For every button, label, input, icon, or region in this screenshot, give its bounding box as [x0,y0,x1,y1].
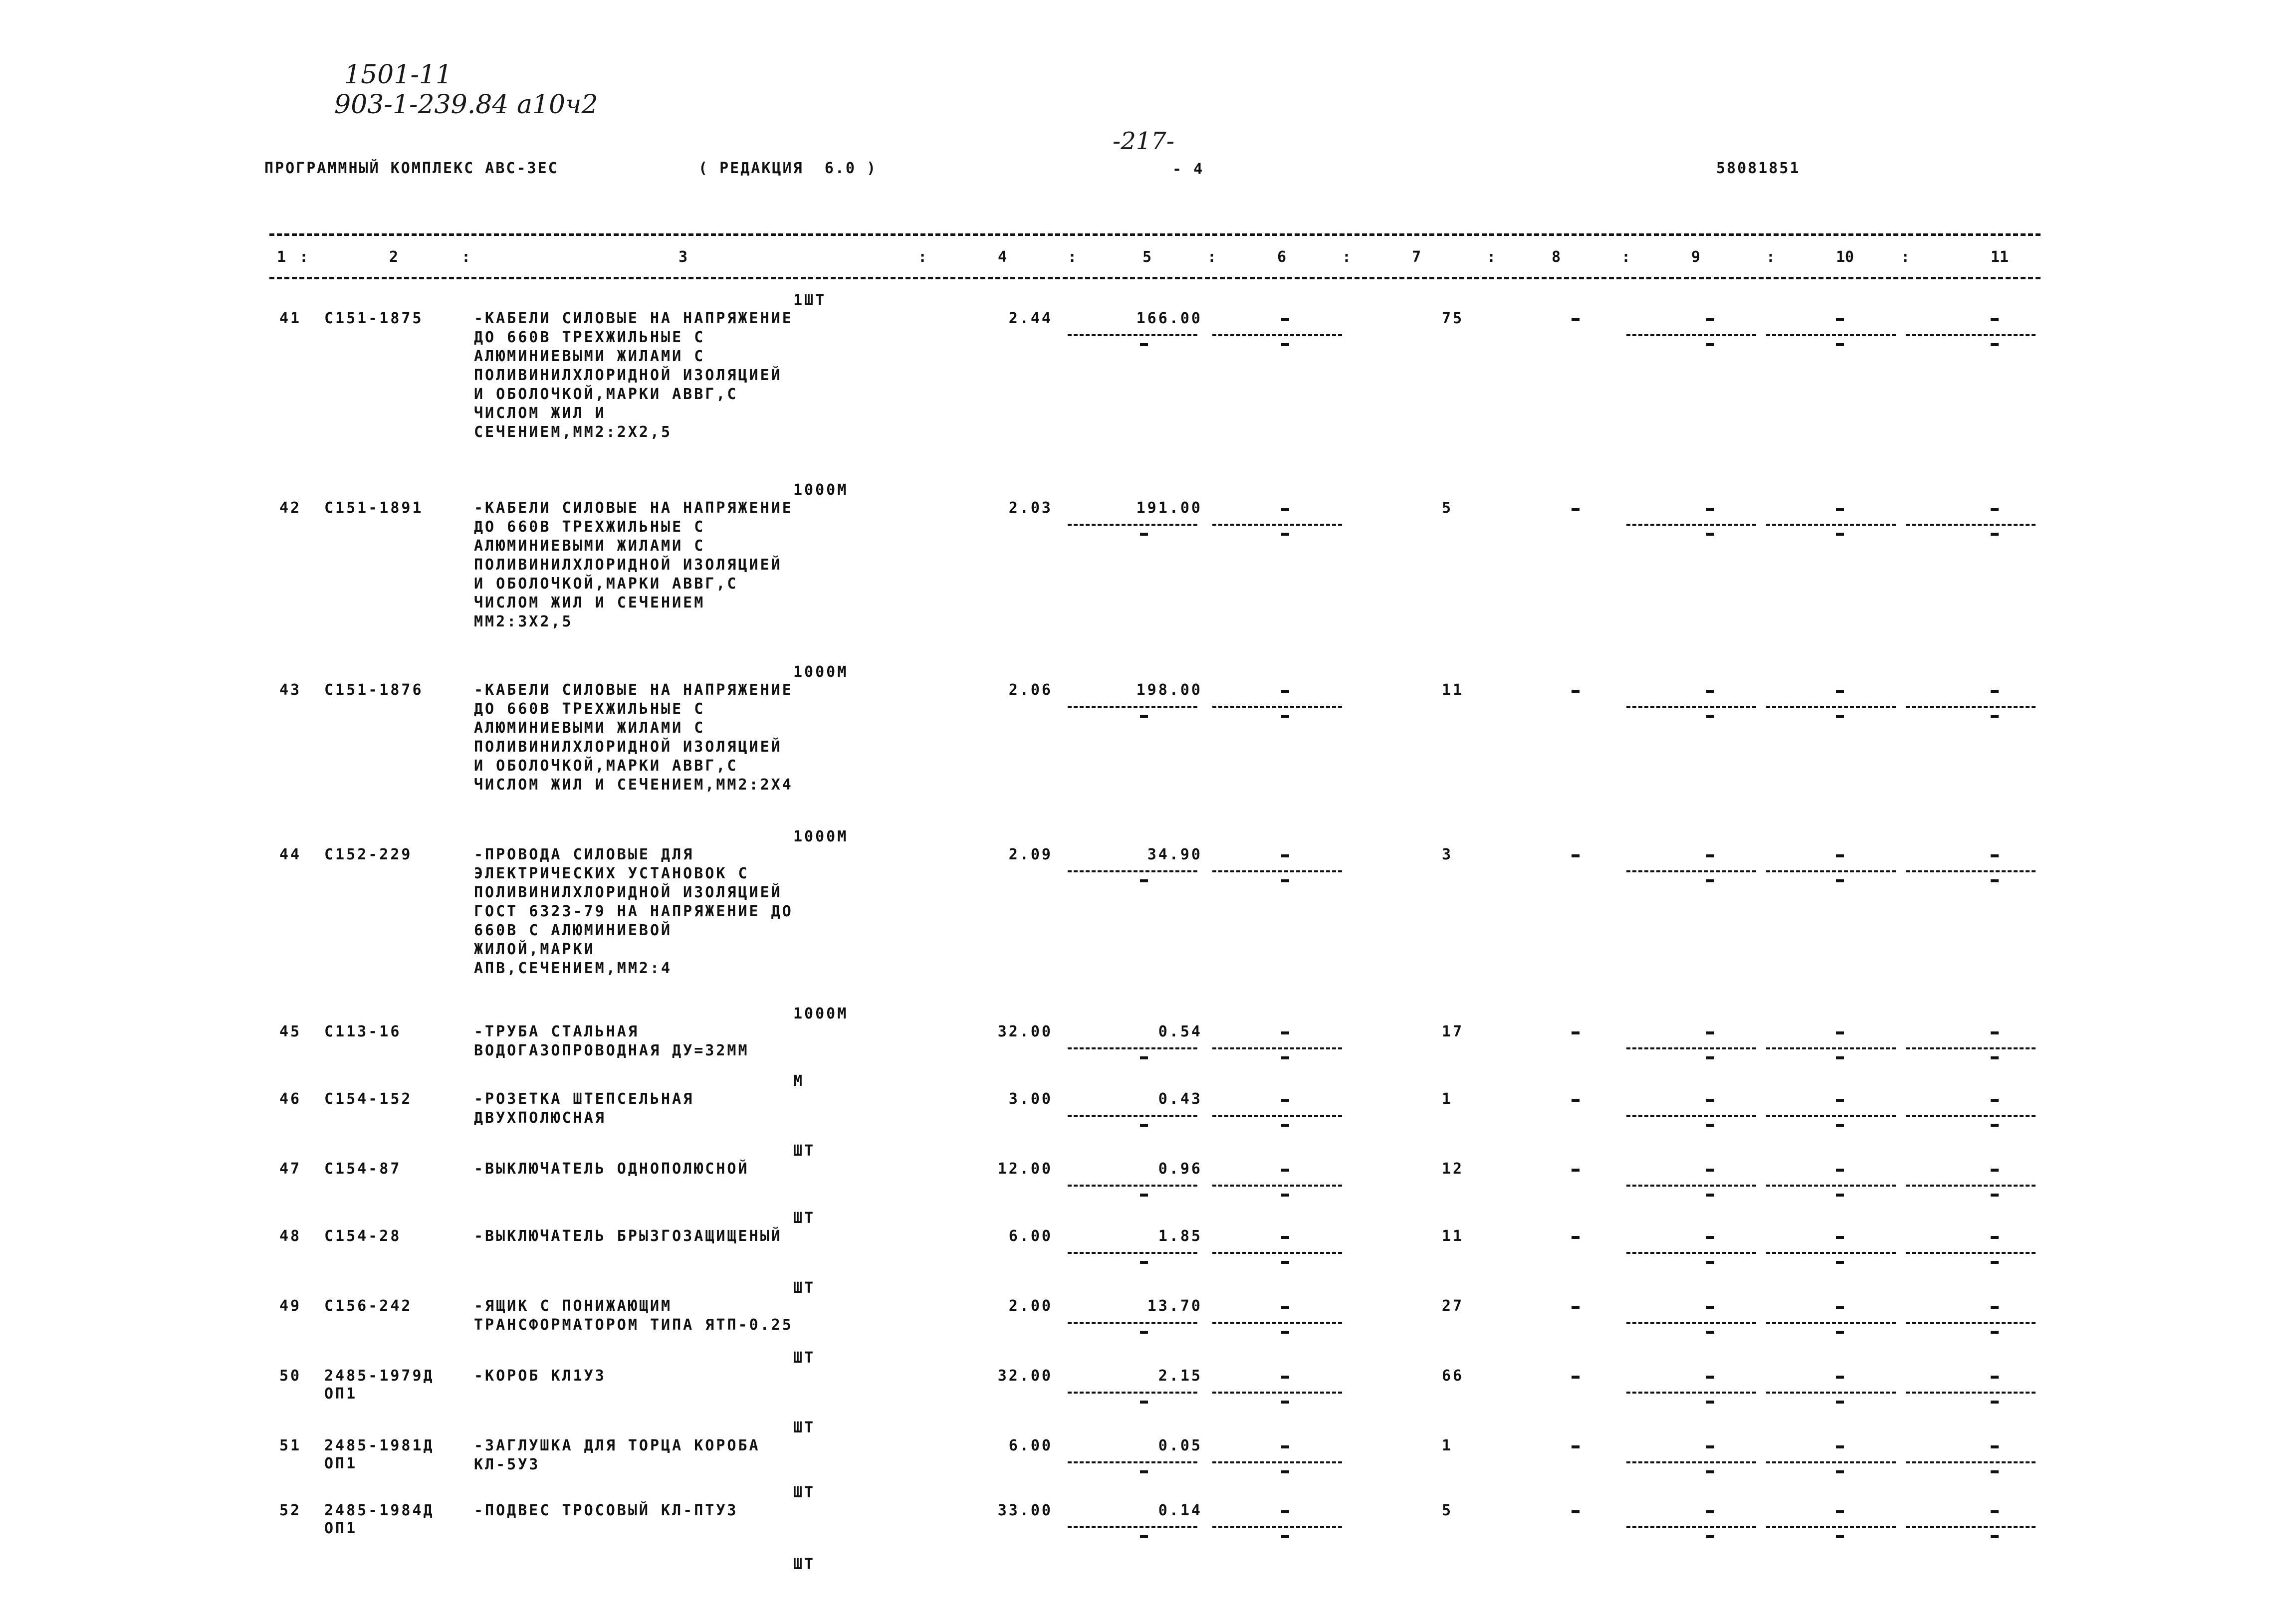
column-header-8: 8 [1552,248,1561,266]
row-description: -ПОДВЕС ТРОСОВЫЙ КЛ-ПТУ3 [474,1502,738,1519]
dash-col11 [1991,854,1999,857]
column-separator: : [1207,248,1217,266]
subtotal-rule-col11 [1906,706,2036,708]
dash-col9 [1706,318,1714,321]
dash-col10 [1836,508,1844,511]
row-quantity: 32.00 [997,1023,1053,1040]
subtotal-rule-col10 [1766,1392,1896,1394]
row-code: С154-152 [324,1090,413,1108]
subtotal-rule-col10 [1766,524,1896,526]
row-unit: М [793,1072,805,1090]
dash-sub-col6 [1281,1401,1289,1404]
dash-col9 [1706,1031,1714,1034]
dash-col8 [1572,1510,1580,1513]
edition-label: ( РЕДАКЦИЯ 6.0 ) [698,160,878,177]
subtotal-rule-col5 [1068,1047,1197,1049]
subtotal-rule-col9 [1626,524,1756,526]
subtotal-rule-col10 [1766,1185,1896,1187]
row-code: С156-242 [324,1297,413,1315]
dash-col10 [1836,1236,1844,1239]
row-price: 1.85 [1158,1227,1202,1245]
dash-col9 [1706,1169,1714,1172]
row-description: -ЯЩИК С ПОНИЖАЮЩИМ ТРАНСФОРМАТОРОМ ТИПА ЯТП-0.25 [474,1297,793,1334]
row-col7: 17 [1442,1023,1464,1040]
subtotal-rule-col9 [1626,1047,1756,1049]
dash-col10 [1836,1169,1844,1172]
row-number: 48 [279,1227,302,1245]
dash-sub-col10 [1836,1261,1844,1264]
row-quantity: 2.03 [1008,499,1053,517]
row-col7: 27 [1442,1297,1464,1315]
document-code: 58081851 [1716,160,1801,177]
page-number: -217- [1113,127,1175,155]
subtotal-rule-col5 [1068,1392,1197,1394]
dash-sub-col5 [1140,1056,1148,1059]
dash-sub-col9 [1706,343,1714,346]
program-title: ПРОГРАММНЫЙ КОМПЛЕКС АВС-3ЕС [264,160,559,177]
header-top-rule [269,233,2041,236]
dash-col8 [1572,1099,1580,1102]
column-header-6: 6 [1277,248,1287,266]
row-col7: 1 [1442,1437,1453,1454]
subtotal-rule-col6 [1212,870,1342,872]
dash-col9 [1706,1306,1714,1309]
subtotal-rule-col11 [1906,870,2036,872]
dash-col11 [1991,1306,1999,1309]
dash-sub-col11 [1991,1535,1999,1538]
subtotal-rule-col9 [1626,870,1756,872]
row-description: -КАБЕЛИ СИЛОВЫЕ НА НАПРЯЖЕНИЕ ДО 660В ТРЕХЖИЛЬНЫЕ С АЛЮМИНИЕВЫМИ ЖИЛАМИ С ПОЛИВИНИЛХЛОРИДНОЙ ИЗОЛЯЦИЕЙ И ОБОЛОЧКОЙ,МАРКИ АВВГ,С ЧИСЛОМ ЖИЛ И СЕЧЕНИЕМ ММ2:3Х2,5 [474,499,793,630]
subtotal-rule-col11 [1906,1526,2036,1528]
dash-sub-col6 [1281,1194,1289,1197]
dash-col6 [1281,1169,1289,1172]
column-separator: : [299,248,309,266]
row-code-suffix: ОП1 [324,1455,358,1472]
row-description: -ТРУБА СТАЛЬНАЯ ВОДОГАЗОПРОВОДНАЯ ДУ=32ММ [474,1023,749,1059]
dash-sub-col10 [1836,1124,1844,1127]
subtotal-rule-col6 [1212,1252,1342,1254]
dash-col11 [1991,1510,1999,1513]
dash-col8 [1572,1236,1580,1239]
row-code: С113-16 [324,1023,402,1040]
column-separator: : [1766,248,1776,266]
subtotal-rule-col11 [1906,1252,2036,1254]
dash-sub-col9 [1706,1401,1714,1404]
dash-col10 [1836,1510,1844,1513]
row-col7: 66 [1442,1367,1464,1385]
subtotal-rule-col6 [1212,334,1342,336]
row-number: 50 [279,1367,302,1385]
subtotal-rule-col6 [1212,1115,1342,1117]
subtotal-rule-col10 [1766,334,1896,336]
row-code: 2485-1984Д [324,1502,435,1519]
dash-col8 [1572,318,1580,321]
dash-col8 [1572,508,1580,511]
dash-sub-col10 [1836,1470,1844,1473]
dash-sub-col11 [1991,715,1999,718]
row-unit: 1000М [793,663,849,681]
dash-col6 [1281,1031,1289,1034]
dash-col6 [1281,1099,1289,1102]
row-quantity: 3.00 [1008,1090,1053,1108]
dash-sub-col11 [1991,1056,1999,1059]
dash-col10 [1836,1099,1844,1102]
dash-sub-col5 [1140,879,1148,882]
dash-sub-col10 [1836,533,1844,536]
row-number: 52 [279,1502,302,1519]
subtotal-rule-col5 [1068,1322,1197,1324]
dash-sub-col6 [1281,533,1289,536]
column-header-9: 9 [1691,248,1701,266]
row-unit: 1ШТ [793,292,827,309]
dash-sub-col6 [1281,343,1289,346]
dash-col8 [1572,1306,1580,1309]
dash-sub-col10 [1836,1331,1844,1334]
dash-col6 [1281,1510,1289,1513]
dash-sub-col6 [1281,1124,1289,1127]
row-quantity: 33.00 [997,1502,1053,1519]
row-price: 34.90 [1147,846,1202,863]
dash-col11 [1991,508,1999,511]
column-header-4: 4 [998,248,1007,266]
dash-col11 [1991,1031,1999,1034]
subtotal-rule-col10 [1766,706,1896,708]
subtotal-rule-col6 [1212,1392,1342,1394]
dash-sub-col5 [1140,1194,1148,1197]
dash-sub-col11 [1991,1261,1999,1264]
subtotal-rule-col6 [1212,524,1342,526]
dash-col8 [1572,854,1580,857]
row-col7: 5 [1442,1502,1453,1519]
row-code: 2485-1979Д [324,1367,435,1385]
column-header-10: 10 [1836,248,1854,266]
subtotal-rule-col6 [1212,1047,1342,1049]
subtotal-rule-col11 [1906,1461,2036,1463]
dash-sub-col6 [1281,1331,1289,1334]
dash-sub-col10 [1836,1194,1844,1197]
row-col7: 5 [1442,499,1453,517]
dash-sub-col5 [1140,1124,1148,1127]
row-code: 2485-1981Д [324,1437,435,1454]
dash-sub-col11 [1991,1124,1999,1127]
subtotal-rule-col10 [1766,1461,1896,1463]
dash-sub-col6 [1281,1535,1289,1538]
dash-col11 [1991,318,1999,321]
column-header-3: 3 [679,248,688,266]
column-separator: : [1621,248,1631,266]
row-number: 47 [279,1160,302,1178]
dash-sub-col9 [1706,1056,1714,1059]
dash-col6 [1281,508,1289,511]
dash-col8 [1572,1031,1580,1034]
row-description: -ВЫКЛЮЧАТЕЛЬ БРЫЗГОЗАЩИЩЕНЫЙ [474,1227,782,1245]
dash-col6 [1281,1445,1289,1448]
row-quantity: 32.00 [997,1367,1053,1385]
row-unit: ШТ [793,1484,816,1501]
dash-col11 [1991,1445,1999,1448]
dash-sub-col5 [1140,1470,1148,1473]
column-separator: : [1068,248,1077,266]
dash-sub-col10 [1836,343,1844,346]
subtotal-rule-col9 [1626,706,1756,708]
dash-col10 [1836,1445,1844,1448]
column-separator: : [1901,248,1910,266]
dash-col10 [1836,1031,1844,1034]
dash-col6 [1281,318,1289,321]
dash-col6 [1281,1376,1289,1379]
row-description: -РОЗЕТКА ШТЕПСЕЛЬНАЯ ДВУХПОЛЮСНАЯ [474,1090,694,1127]
dash-col10 [1836,318,1844,321]
row-price: 191.00 [1136,499,1202,517]
subtotal-rule-col11 [1906,334,2036,336]
subtotal-rule-col9 [1626,1115,1756,1117]
subtotal-rule-col11 [1906,1392,2036,1394]
dash-sub-col5 [1140,1535,1148,1538]
dash-sub-col11 [1991,1401,1999,1404]
row-description: -КАБЕЛИ СИЛОВЫЕ НА НАПРЯЖЕНИЕ ДО 660В ТРЕХЖИЛЬНЫЕ С АЛЮМИНИЕВЫМИ ЖИЛАМИ С ПОЛИВИНИЛХЛОРИДНОЙ ИЗОЛЯЦИЕЙ И ОБОЛОЧКОЙ,МАРКИ АВВГ,С ЧИСЛОМ ЖИЛ И СЕЧЕНИЕМ,ММ2:2Х2,5 [474,310,793,441]
row-unit: ШТ [793,1210,816,1227]
row-code: С154-87 [324,1160,402,1178]
subtotal-rule-col10 [1766,1115,1896,1117]
row-description: -КАБЕЛИ СИЛОВЫЕ НА НАПРЯЖЕНИЕ ДО 660В ТРЕХЖИЛЬНЫЕ С АЛЮМИНИЕВЫМИ ЖИЛАМИ С ПОЛИВИНИЛХЛОРИДНОЙ ИЗОЛЯЦИЕЙ И ОБОЛОЧКОЙ,МАРКИ АВВГ,С ЧИСЛОМ ЖИЛ И СЕЧЕНИЕМ,ММ2:2Х4 [474,681,793,794]
row-code: С151-1876 [324,681,424,699]
dash-col8 [1572,690,1580,693]
subtotal-rule-col9 [1626,1252,1756,1254]
dash-sub-col9 [1706,1194,1714,1197]
subtotal-rule-col11 [1906,1115,2036,1117]
row-number: 42 [279,499,302,517]
dash-sub-col9 [1706,879,1714,882]
subtotal-rule-col10 [1766,1526,1896,1528]
dash-sub-col6 [1281,879,1289,882]
trailing-unit: ШТ [793,1556,816,1573]
subtotal-rule-col5 [1068,1185,1197,1187]
subtotal-rule-col9 [1626,1461,1756,1463]
dash-sub-col9 [1706,1470,1714,1473]
subtotal-rule-col9 [1626,1322,1756,1324]
dash-col11 [1991,1099,1999,1102]
row-quantity: 2.00 [1008,1297,1053,1315]
row-quantity: 2.09 [1008,846,1053,863]
dash-col10 [1836,1306,1844,1309]
dash-col6 [1281,690,1289,693]
dash-sub-col9 [1706,1331,1714,1334]
subtotal-rule-col10 [1766,1252,1896,1254]
dash-sub-col10 [1836,715,1844,718]
subtotal-rule-col11 [1906,1322,2036,1324]
dash-sub-col10 [1836,879,1844,882]
subtotal-rule-col5 [1068,1115,1197,1117]
subtotal-rule-col10 [1766,1322,1896,1324]
row-price: 198.00 [1136,681,1202,699]
dash-sub-col9 [1706,1261,1714,1264]
dash-col10 [1836,1376,1844,1379]
dash-sub-col9 [1706,533,1714,536]
dash-sub-col11 [1991,1194,1999,1197]
dash-col10 [1836,690,1844,693]
subtotal-rule-col11 [1906,1047,2036,1049]
dash-sub-col9 [1706,1124,1714,1127]
dash-sub-col5 [1140,715,1148,718]
dash-sub-col11 [1991,533,1999,536]
column-header-11: 11 [1991,248,2009,266]
row-quantity: 2.06 [1008,681,1053,699]
row-unit: ШТ [793,1142,816,1160]
dash-sub-col5 [1140,343,1148,346]
subtotal-rule-col6 [1212,1322,1342,1324]
dash-sub-col10 [1836,1056,1844,1059]
dash-col9 [1706,1376,1714,1379]
dash-col11 [1991,690,1999,693]
row-price: 166.00 [1136,310,1202,327]
dash-col11 [1991,1376,1999,1379]
dash-col8 [1572,1376,1580,1379]
subtotal-rule-col10 [1766,870,1896,872]
subtotal-rule-col9 [1626,1185,1756,1187]
dash-col9 [1706,1099,1714,1102]
dash-col6 [1281,854,1289,857]
row-unit: 1000М [793,1005,849,1022]
dash-sub-col6 [1281,1261,1289,1264]
dash-sub-col5 [1140,1261,1148,1264]
dash-sub-col11 [1991,343,1999,346]
dash-sub-col11 [1991,1331,1999,1334]
row-col7: 11 [1442,1227,1464,1245]
subtotal-rule-col6 [1212,706,1342,708]
column-separator: : [1487,248,1496,266]
dash-sub-col5 [1140,533,1148,536]
column-separator: : [918,248,927,266]
dash-sub-col5 [1140,1401,1148,1404]
row-col7: 3 [1442,846,1453,863]
row-price: 0.96 [1158,1160,1202,1178]
dash-col9 [1706,1236,1714,1239]
row-col7: 75 [1442,310,1464,327]
column-header-1: 1 [277,248,286,266]
dash-sub-col9 [1706,1535,1714,1538]
dash-sub-col5 [1140,1331,1148,1334]
subtotal-rule-col6 [1212,1461,1342,1463]
subtotal-rule-col5 [1068,524,1197,526]
row-number: 44 [279,846,302,863]
dash-sub-col11 [1991,1470,1999,1473]
dash-col11 [1991,1169,1999,1172]
subtotal-rule-col6 [1212,1185,1342,1187]
row-price: 13.70 [1147,1297,1202,1315]
subtotal-rule-col5 [1068,334,1197,336]
dash-sub-col6 [1281,1470,1289,1473]
subtotal-rule-col5 [1068,870,1197,872]
row-code: С151-1875 [324,310,424,327]
row-description: -ВЫКЛЮЧАТЕЛЬ ОДНОПОЛЮСНОЙ [474,1160,749,1178]
row-number: 41 [279,310,302,327]
row-number: 51 [279,1437,302,1454]
row-code: С154-28 [324,1227,402,1245]
subtotal-rule-col9 [1626,1526,1756,1528]
dash-col9 [1706,854,1714,857]
subtotal-rule-col5 [1068,1526,1197,1528]
row-code: С151-1891 [324,499,424,517]
row-price: 0.05 [1158,1437,1202,1454]
subtotal-rule-col5 [1068,706,1197,708]
row-col7: 1 [1442,1090,1453,1108]
handwritten-doc-id: 1501-11 [344,60,453,90]
sheet-label: - 4 [1172,161,1204,178]
row-number: 43 [279,681,302,699]
row-description: -ЗАГЛУШКА ДЛЯ ТОРЦА КОРОБА КЛ-5У3 [474,1437,760,1473]
row-price: 0.14 [1158,1502,1202,1519]
dash-col8 [1572,1169,1580,1172]
header-bottom-rule [269,277,2041,279]
dash-col10 [1836,854,1844,857]
column-header-2: 2 [389,248,399,266]
row-price: 0.54 [1158,1023,1202,1040]
subtotal-rule-col10 [1766,1047,1896,1049]
dash-sub-col6 [1281,715,1289,718]
row-code: С152-229 [324,846,413,863]
subtotal-rule-col5 [1068,1252,1197,1254]
dash-sub-col10 [1836,1535,1844,1538]
row-unit: ШТ [793,1279,816,1297]
row-number: 45 [279,1023,302,1040]
dash-sub-col6 [1281,1056,1289,1059]
row-col7: 12 [1442,1160,1464,1178]
column-header-7: 7 [1412,248,1421,266]
column-separator: : [1342,248,1352,266]
dash-col6 [1281,1306,1289,1309]
row-description: -КОРОБ КЛ1У3 [474,1367,606,1385]
subtotal-rule-col11 [1906,1185,2036,1187]
row-price: 0.43 [1158,1090,1202,1108]
row-number: 46 [279,1090,302,1108]
dash-sub-col9 [1706,715,1714,718]
row-description: -ПРОВОДА СИЛОВЫЕ ДЛЯ ЭЛЕКТРИЧЕСКИХ УСТАНОВОК С ПОЛИВИНИЛХЛОРИДНОЙ ИЗОЛЯЦИЕЙ ГОСТ 6323-79 НА НАПРЯЖЕНИЕ ДО 660В С АЛЮМИНИЕВОЙ ЖИЛОЙ,МАРКИ АПВ,СЕЧЕНИЕМ,ММ2:4 [474,846,793,977]
row-quantity: 6.00 [1008,1437,1053,1454]
dash-col8 [1572,1445,1580,1448]
handwritten-project-code: 903-1-239.84 а10ч2 [334,90,598,120]
dash-sub-col10 [1836,1401,1844,1404]
row-quantity: 2.44 [1008,310,1053,327]
row-unit: ШТ [793,1419,816,1436]
row-code-suffix: ОП1 [324,1385,358,1403]
subtotal-rule-col11 [1906,524,2036,526]
subtotal-rule-col5 [1068,1461,1197,1463]
row-code-suffix: ОП1 [324,1520,358,1537]
row-unit: ШТ [793,1349,816,1367]
row-unit: 1000М [793,481,849,499]
row-quantity: 12.00 [997,1160,1053,1178]
dash-sub-col11 [1991,879,1999,882]
dash-col9 [1706,1445,1714,1448]
column-separator: : [461,248,471,266]
subtotal-rule-col9 [1626,1392,1756,1394]
dash-col9 [1706,508,1714,511]
row-unit: 1000М [793,828,849,845]
subtotal-rule-col6 [1212,1526,1342,1528]
row-quantity: 6.00 [1008,1227,1053,1245]
row-col7: 11 [1442,681,1464,699]
row-price: 2.15 [1158,1367,1202,1385]
dash-col11 [1991,1236,1999,1239]
subtotal-rule-col9 [1626,334,1756,336]
dash-col6 [1281,1236,1289,1239]
row-number: 49 [279,1297,302,1315]
dash-col9 [1706,1510,1714,1513]
dash-col9 [1706,690,1714,693]
column-header-5: 5 [1142,248,1152,266]
